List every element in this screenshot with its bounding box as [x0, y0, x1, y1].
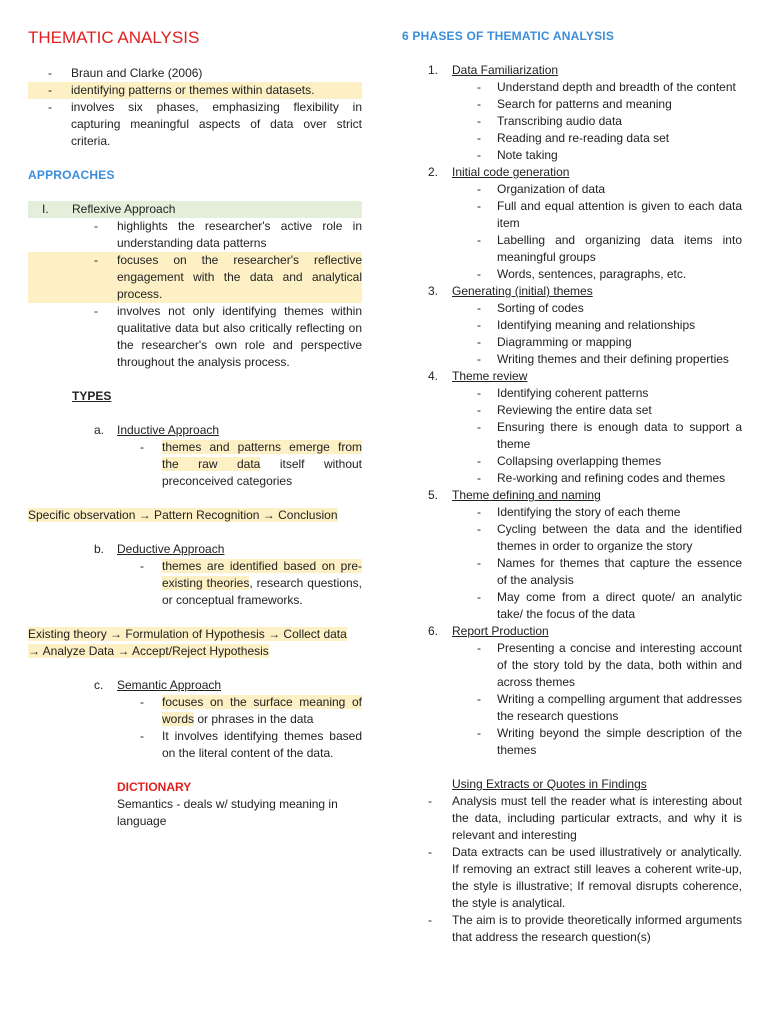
dash-marker: -: [477, 505, 481, 519]
phase-heading: [402, 62, 742, 79]
phase-label: Generating (initial) themes: [452, 284, 593, 298]
phase-item-text: Full and equal attention is given to each data item: [497, 199, 742, 230]
phase-label: Theme review: [452, 369, 528, 383]
dash-marker: -: [477, 420, 481, 434]
extract-text: Analysis must tell the reader what is interesting about the data, including particular extracts, and why it is relevant and interesting: [452, 794, 742, 842]
dash-marker: -: [477, 182, 481, 196]
semantic-approach-heading: c. Semantic Approach: [94, 678, 222, 692]
dash-marker: -: [428, 845, 432, 859]
reflexive-item: - highlights the researcher's active role in understanding data patterns: [94, 219, 362, 250]
phase-item-text: Transcribing audio data: [497, 114, 622, 128]
phase-label: Report Production: [452, 624, 549, 638]
semantic-item: - It involves identifying themes based on the literal content of the data.: [140, 729, 362, 760]
approaches-heading: APPROACHES: [28, 168, 115, 182]
intro-item: - involves six phases, emphasizing flexibility in capturing meaningful aspects of data over strict criteria.: [48, 100, 362, 148]
extract-item: [402, 912, 742, 946]
phase-item-text: Cycling between the data and the identified themes in order to organize the story: [497, 522, 742, 553]
phase-item-text: Note taking: [497, 148, 558, 162]
dash-marker: -: [477, 556, 481, 570]
dash-marker: -: [477, 233, 481, 247]
phase-number: 1.: [428, 63, 439, 77]
phase-item-text: Words, sentences, paragraphs, etc.: [497, 267, 687, 281]
phase-heading: [402, 623, 742, 640]
phase-label: Data Familiarization: [452, 63, 559, 77]
phase-item-text: Identifying the story of each theme: [497, 505, 681, 519]
phase-item: [402, 470, 742, 487]
phase-item: [402, 725, 742, 759]
phase-item: [402, 453, 742, 470]
dash-marker: -: [477, 590, 481, 604]
intro-item: - identifying patterns or themes within datasets.: [28, 82, 362, 99]
inductive-flow: Specific observation → Pattern Recognition → Conclusion: [28, 508, 338, 522]
phase-item-text: Ensuring there is enough data to support a theme: [497, 420, 742, 451]
phase-number: 2.: [428, 165, 439, 179]
phase-item-text: Diagramming or mapping: [497, 335, 632, 349]
phase-item: [402, 130, 742, 147]
dash-marker: -: [477, 641, 481, 655]
phase-item-text: Presenting a concise and interesting account of the story told by the data, both within and across themes: [497, 641, 742, 689]
phase-item-text: Writing a compelling argument that addresses the research questions: [497, 692, 742, 723]
phase-item: [402, 181, 742, 198]
dash-marker: -: [477, 726, 481, 740]
extracts-heading: Using Extracts or Quotes in Findings: [452, 777, 647, 791]
phase-item: [402, 555, 742, 589]
phase-item-text: Identifying coherent patterns: [497, 386, 649, 400]
phase-heading: [402, 164, 742, 181]
phase-item: [402, 589, 742, 623]
phase-item: [402, 504, 742, 521]
phase-number: 6.: [428, 624, 439, 638]
reflexive-item: - involves not only identifying themes within qualitative data but also critically reflecting on the researcher's own role and perspective throughout the analysis process.: [94, 304, 362, 369]
phase-item: [402, 334, 742, 351]
phase-item-text: Search for patterns and meaning: [497, 97, 672, 111]
phase-item: [402, 79, 742, 96]
dash-marker: -: [477, 148, 481, 162]
dash-marker: -: [428, 913, 432, 927]
phase-item-text: Organization of data: [497, 182, 606, 196]
deductive-flow: Existing theory → Formulation of Hypothesis → Collect data → Analyze Data → Accept/Reject Hypothesis: [28, 627, 347, 658]
dash-marker: -: [477, 454, 481, 468]
phase-item: [402, 317, 742, 334]
semantic-item: - focuses on the surface meaning of words or phrases in the data: [140, 695, 362, 726]
phase-heading: [402, 283, 742, 300]
phase-item-text: Names for themes that capture the essence of the analysis: [497, 556, 742, 587]
dictionary-box: [28, 779, 362, 830]
phase-number: 4.: [428, 369, 439, 383]
phases-heading: 6 PHASES OF THEMATIC ANALYSIS: [402, 29, 615, 43]
extract-text: The aim is to provide theoretically informed arguments that address the research question(s): [452, 913, 742, 944]
types-heading: TYPES: [72, 389, 112, 403]
inductive-item: - themes and patterns emerge from the raw data itself without preconceived categories: [140, 440, 362, 488]
phase-item: [402, 96, 742, 113]
phase-item: [402, 402, 742, 419]
phase-item: [402, 147, 742, 164]
extracts-list: [402, 793, 742, 946]
phase-item-text: Labelling and organizing data items into meaningful groups: [497, 233, 742, 264]
dash-marker: -: [477, 692, 481, 706]
phases-list: [402, 62, 742, 759]
phase-item-text: May come from a direct quote/ an analytic take/ the focus of the data: [497, 590, 742, 621]
phase-label: Initial code generation: [452, 165, 570, 179]
dash-marker: -: [477, 335, 481, 349]
phase-item-text: Writing themes and their defining properties: [497, 352, 729, 366]
phase-item-text: Sorting of codes: [497, 301, 584, 315]
dash-marker: -: [477, 131, 481, 145]
right-column: [402, 28, 742, 946]
deductive-item: - themes are identified based on pre-existing theories, research questions, or conceptual frameworks.: [140, 559, 362, 607]
phase-item: [402, 232, 742, 266]
dash-marker: -: [477, 267, 481, 281]
dash-marker: -: [477, 97, 481, 111]
dash-marker: -: [477, 301, 481, 315]
intro-item: - Braun and Clarke (2006): [48, 66, 203, 80]
phase-number: 5.: [428, 488, 439, 502]
phase-item-text: Reading and re-reading data set: [497, 131, 670, 145]
phase-heading: [402, 487, 742, 504]
dash-marker: -: [477, 471, 481, 485]
dictionary-text: Semantics - deals w/ studying meaning in language: [117, 797, 338, 828]
phase-label: Theme defining and naming: [452, 488, 601, 502]
phase-heading: [402, 368, 742, 385]
extract-item: [402, 793, 742, 844]
dash-marker: -: [428, 794, 432, 808]
phase-item: [402, 640, 742, 691]
extract-text: Data extracts can be used illustratively or analytically. If removing an extract still leaves a coherent write-up, the style is illustrative; If removal disrupts coherence, the style is analytical.: [452, 845, 742, 910]
dash-marker: -: [477, 318, 481, 332]
phase-item-text: Re-working and refining codes and themes: [497, 471, 726, 485]
phase-item: [402, 419, 742, 453]
phase-item: [402, 521, 742, 555]
phase-item-text: Collapsing overlapping themes: [497, 454, 662, 468]
inductive-approach-heading: a. Inductive Approach: [94, 423, 220, 437]
dash-marker: -: [477, 114, 481, 128]
dash-marker: -: [477, 199, 481, 213]
extract-item: [402, 844, 742, 912]
reflexive-approach-heading: I. Reflexive Approach: [28, 201, 362, 218]
dash-marker: -: [477, 352, 481, 366]
left-column: [28, 28, 362, 830]
dash-marker: -: [477, 80, 481, 94]
phase-item: [402, 691, 742, 725]
phase-item: [402, 351, 742, 368]
phase-item-text: Identifying meaning and relationships: [497, 318, 696, 332]
phase-item-text: Writing beyond the simple description of the themes: [497, 726, 742, 757]
phase-item: [402, 266, 742, 283]
dash-marker: -: [477, 522, 481, 536]
phase-item: [402, 113, 742, 130]
phase-item: [402, 198, 742, 232]
dash-marker: -: [477, 386, 481, 400]
phase-item-text: Reviewing the entire data set: [497, 403, 652, 417]
phase-item-text: Understand depth and breadth of the content: [497, 80, 736, 94]
reflexive-item: - focuses on the researcher's reflective engagement with the data and analytical process.: [28, 252, 362, 303]
dash-marker: -: [477, 403, 481, 417]
phase-number: 3.: [428, 284, 439, 298]
phase-item: [402, 385, 742, 402]
document-title: THEMATIC ANALYSIS: [28, 28, 200, 47]
phase-item: [402, 300, 742, 317]
deductive-approach-heading: b. Deductive Approach: [94, 542, 225, 556]
dictionary-heading: DICTIONARY: [117, 780, 192, 794]
